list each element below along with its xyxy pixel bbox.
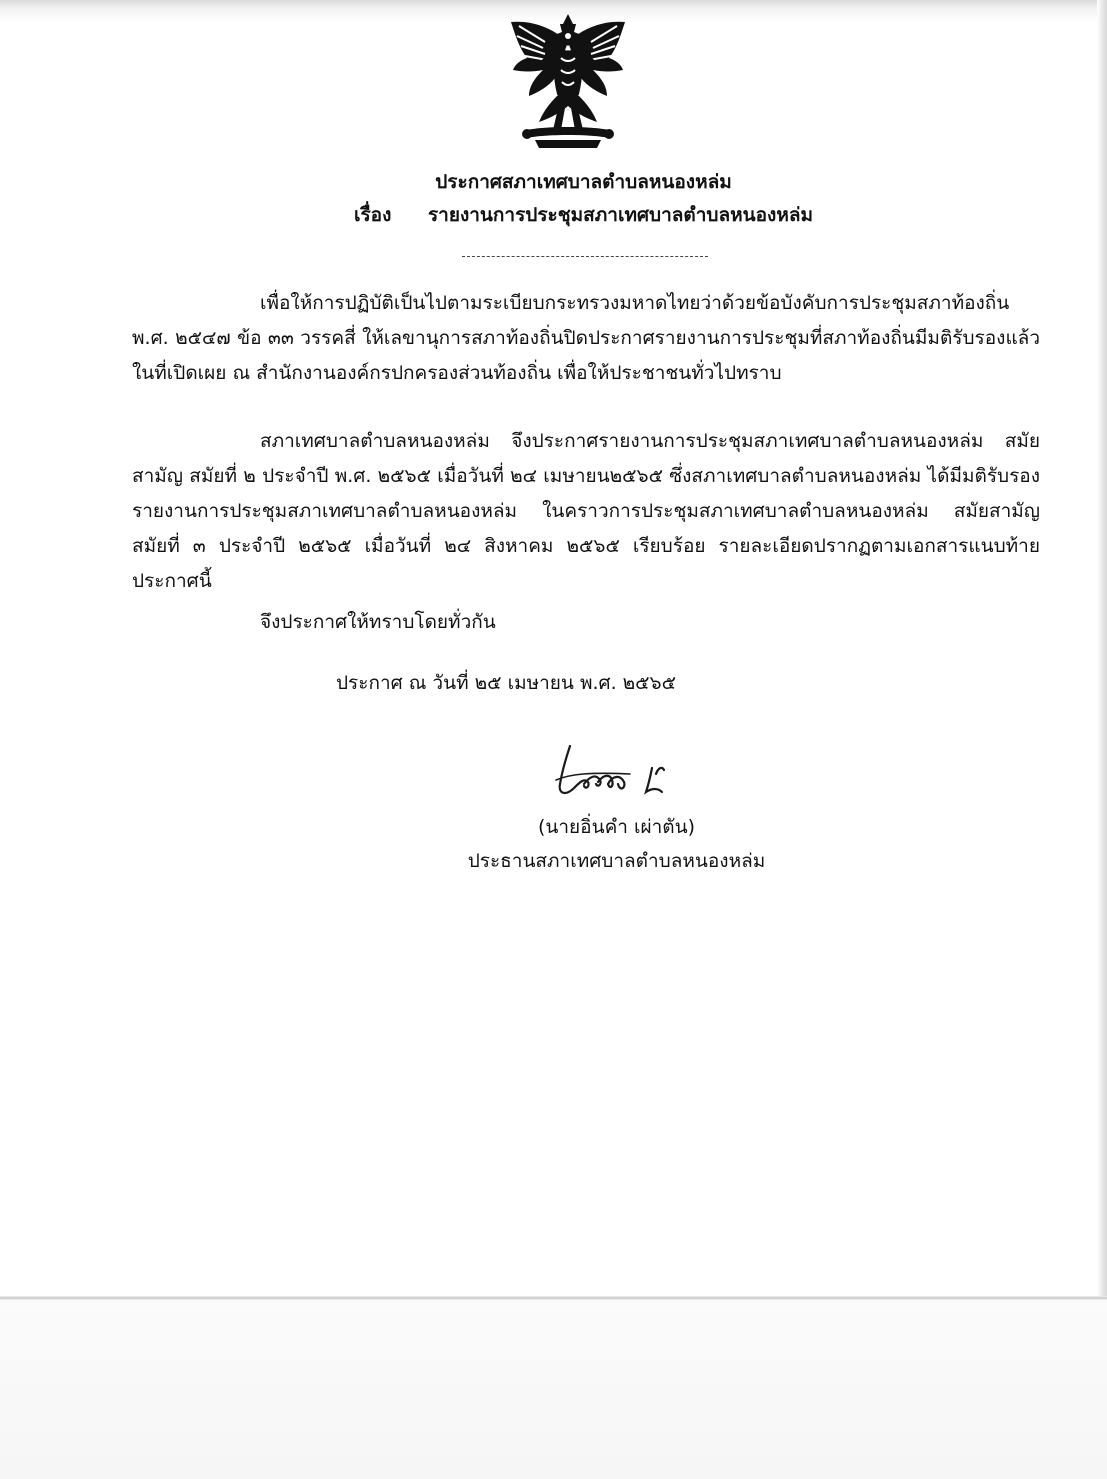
handwritten-signature — [540, 738, 680, 808]
subject-line — [300, 200, 867, 230]
scan-right-edge — [1097, 0, 1107, 1479]
subject-label: เรื่อง — [353, 204, 392, 226]
subject-text: รายงานการประชุมสภาเทศบาลตำบลหนองหล่ม — [427, 204, 814, 226]
scan-bottom-area — [0, 1300, 1107, 1479]
body-paragraph-2: สภาเทศบาลตำบลหนองหล่ม จึงประกาศรายงานการประชุมสภาเทศบาลตำบลหนองหล่ม สมัยสามัญ สมัยที่ ๒ ประจำปี พ.ศ. ๒๕๖๕ เมื่อวันที่ ๒๔ เมษายน๒๕๖๕ ซึ่งสภาเทศบาลตำบลหนองหล่ม ได้มีมติรับรองรายงานการประชุมสภาเทศบาลตำบลหนองหล่ม ในคราวการประชุมสภาเทศบาลตำบลหนองหล่ม สมัยสามัญ สมัยที่ ๓ ประจำปี ๒๕๖๕ เมื่อวันที่ ๒๔ สิงหาคม ๒๕๖๕ เรียบร้อย รายละเอียดปรากฏตามเอกสารแนบท้ายประกาศนี้ — [132, 430, 1040, 592]
divider-line — [462, 256, 708, 257]
announcement-dateline: ประกาศ ณ วันที่ ๒๕ เมษายน พ.ศ. ๒๕๖๕ — [336, 672, 676, 694]
signer-position: ประธานสภาเทศบาลตำบลหนองหล่ม — [467, 850, 766, 872]
signer-name: (นายอิ่นคำ เผ่าตัน) — [537, 816, 696, 838]
announcement-title: ประกาศสภาเทศบาลตำบลหนองหล่ม — [435, 171, 732, 193]
closing-paragraph: จึงประกาศให้ทราบโดยทั่วกัน — [260, 611, 496, 633]
garuda-emblem-icon — [505, 12, 631, 154]
body-paragraph-1: เพื่อให้การปฏิบัติเป็นไปตามระเบียบกระทรวงมหาดไทยว่าด้วยข้อบังคับการประชุมสภาท้องถิ่น พ.ศ. ๒๕๔๗ ข้อ ๓๓ วรรคสี่ ให้เลขานุการสภาท้องถิ่นปิดประกาศรายงานการประชุมที่สภาท้องถิ่นมีมติรับรองแล้วในที่เปิดเผย ณ สำนักงานองค์กรปกครองส่วนท้องถิ่น เพื่อให้ประชาชนทั่วไปทราบ — [132, 292, 1040, 384]
